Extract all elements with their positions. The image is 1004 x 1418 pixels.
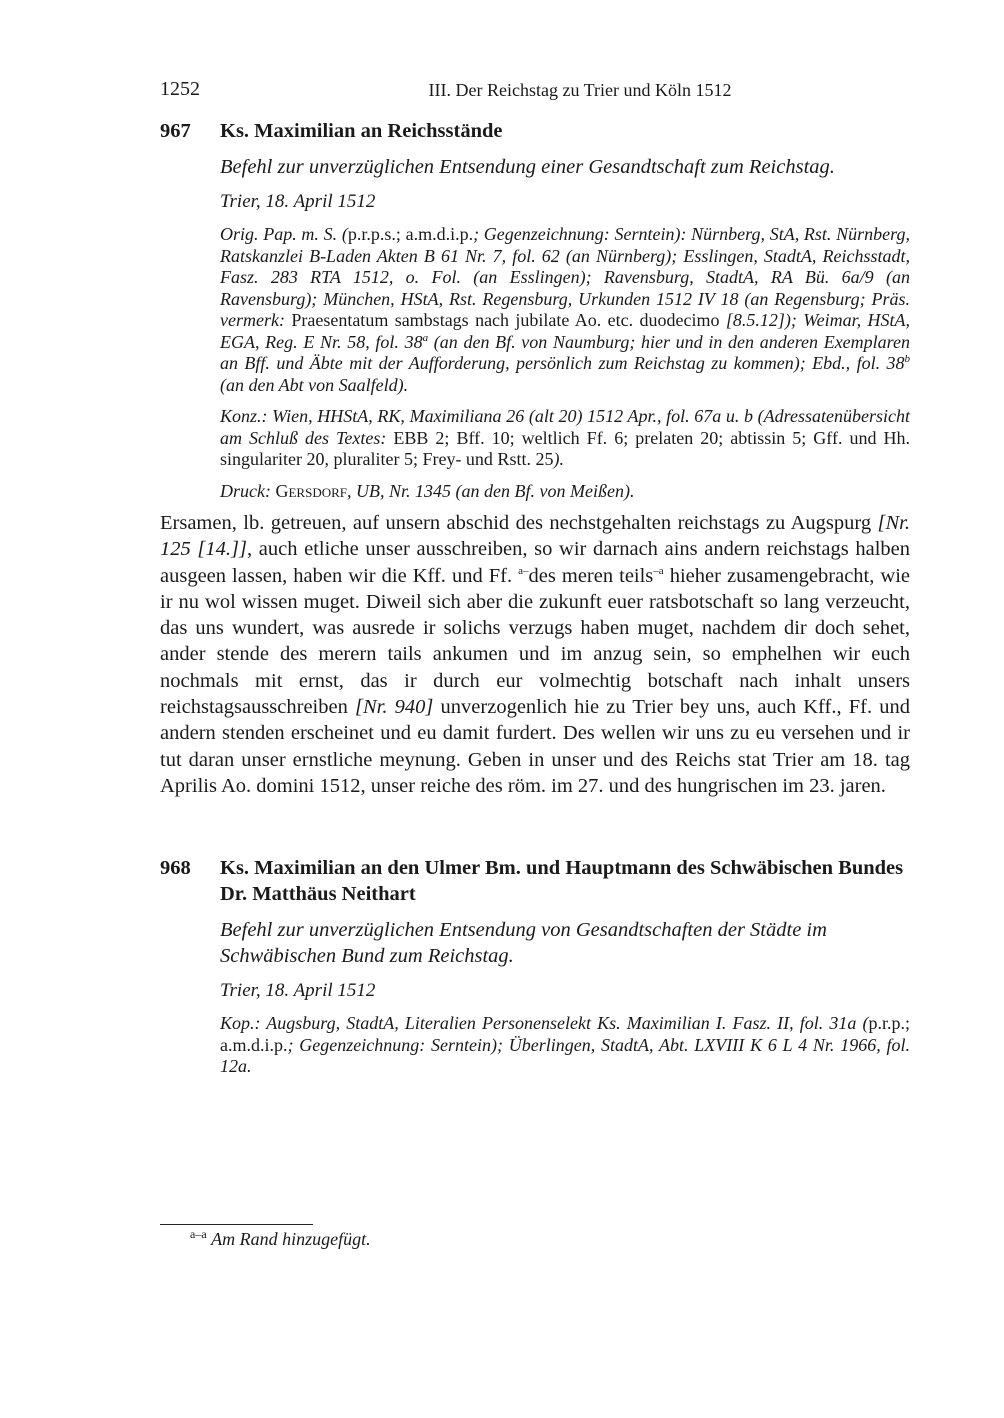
text-segment: , auch etliche unser ausschreiben, so wir darnach ains andern reichstags halben ausgeen lassen, haben wir die Kff. und Ff. [160,538,910,587]
note-text: Praesentatum sambstags nach jubilate Ao. etc. duodecimo [291,310,720,330]
entry-heading [160,118,910,144]
note-text: a.m.d.i.p. [400,224,474,244]
footnote-text: Am Rand hinzugefügt. [211,1229,371,1249]
note-text: [8.5.12]); Weimar, HStA, EGA, Reg. E Nr. 58, fol. 38 [220,310,910,352]
source-note-print [220,481,910,503]
text-segment: Ersamen, lb. getreuen, auf unsern abschid des nechstgehalten reichstags zu Augspurg [160,512,878,534]
entry-heading [160,855,910,907]
regest: Befehl zur unverzüglichen Entsendung einer Gesandtschaft zum Reichstag. [220,156,835,178]
note-text: (an den Abt von Saalfeld). [220,374,409,395]
note-text: ; Gegenzeichnung: Serntein); Überlingen, StadtA, Abt. LXVIII K 6 L 4 Nr. 1966, fol. 12a. [220,1034,910,1077]
cross-reference: [Nr. 125 [14.]] [160,512,910,561]
note-text: (an den Bf. von Naumburg; hier und in den anderen Exemplaren an Bff. und Äbte mit der Aufforderung, persönlich zum Reichstag zu kommen); Ebd., fol. 38 [220,331,911,373]
text-segment: hieher zusamengebracht, wie ir nu wol wissen muget. Diweil sich aber die zukunft euer ratsbotschaft so lang verzeucht, das uns wundert, was ausrede ir solichs verzugs haben muget, nachdem dir doch sehet, ander stende des merern tails ankumen und im anzug sein, so emphelhen wir euch nochmals mit ernst, das ir durch eur volmechtig botschaft nach inhalt unsers reichstagsausschreiben [160,564,911,719]
running-head [160,78,910,108]
cross-reference: [Nr. 940] [355,696,434,719]
note-text: ). [553,449,564,469]
note-text: a.m.d.i.p. [220,1034,288,1055]
source-note-copy [220,1013,910,1078]
entry-number: 968 [160,857,191,880]
regest: Befehl zur unverzüglichen Entsendung von Gesandtschaften der Städte im Schwäbischen Bund zum Reichstag. [220,919,827,968]
author-name: Gersdorf [275,480,348,501]
page [160,78,910,1078]
note-text: p.r.p.; [868,1013,910,1034]
superscript: b [904,353,910,365]
entry-title: Ks. Maximilian an den Ulmer Bm. und Hauptmann des Schwäbischen Bundes Dr. Matthäus Neithart [220,857,904,906]
entry-date: Trier, 18. April 1512 [220,980,376,1002]
note-text: Konz.: Wien, HHStA, RK, Maximiliana 26 (alt 20) 1512 Apr., fol. 67a u. b (Adressatenübersicht am Schluß des Textes: [220,406,910,448]
footnote-marker: a– [518,564,529,577]
note-text: , UB, Nr. 1345 (an den Bf. von Meißen). [347,480,635,501]
entry-date: Trier, 18. April 1512 [220,191,376,212]
source-note-original [220,224,910,396]
superscript: a [422,331,429,344]
entry-title: Ks. Maximilian an Reichsstände [220,120,503,142]
note-text: Druck: [220,480,276,501]
note-text: ; Gegenzeichnung: Serntein): Nürnberg, StA, Rst. Nürnberg, Ratskanzlei B-Laden Akten B 61 Nr. 7, fol. 62 (an Nürnberg); Esslingen, StadtA, Reichsstadt, Fasz. 283 RTA 1512, o. Fol. (an Esslingen); Ravensburg, StadtA, RA Bü. 6a/9 (an Ravensburg); München, HStA, Rst. Regensburg, Urkunden 1512 IV 18 (an Regensburg; Präs. vermerk: [220,224,910,330]
footnote-mark: a–a [190,1227,207,1241]
entry-number: 967 [160,120,191,142]
text-segment: unverzogenlich hie zu Trier bey uns, auch Kff., Ff. und andern stenden erscheinet und eu damit furdert. Des wellen wir uns zu eu versehen und ir tut daran unser ernstliche meynung. Geben in unser und des Reichs stat Trier am 18. tag Aprilis Ao. domini 1512, unser reiche des röm. im 27. und des hungrischen im 23. jaren. [160,696,910,797]
note-text: EBB 2; Bff. 10; weltlich Ff. 6; prelaten 20; abtissin 5; Gff. und Hh. singulariter 20, pluraliter 5; Frey- und Rstt. 25 [220,427,910,469]
source-note-draft [220,406,910,471]
running-title: III. Der Reichstag zu Trier und Köln 1512 [428,80,732,100]
document-text [160,510,910,799]
text-segment: des meren teils [528,564,654,587]
footnote-marker: –a [653,564,664,577]
note-text: p.r.p.s.; [347,224,401,244]
footnote-divider [160,1224,313,1225]
page-number: 1252 [160,78,200,100]
note-text: Orig. Pap. m. S. ( [220,224,348,244]
footnote [190,1228,371,1250]
note-text: Kop.: Augsburg, StadtA, Literalien Personenselekt Ks. Maximilian I. Fasz. II, fol. 31a ( [220,1013,869,1034]
